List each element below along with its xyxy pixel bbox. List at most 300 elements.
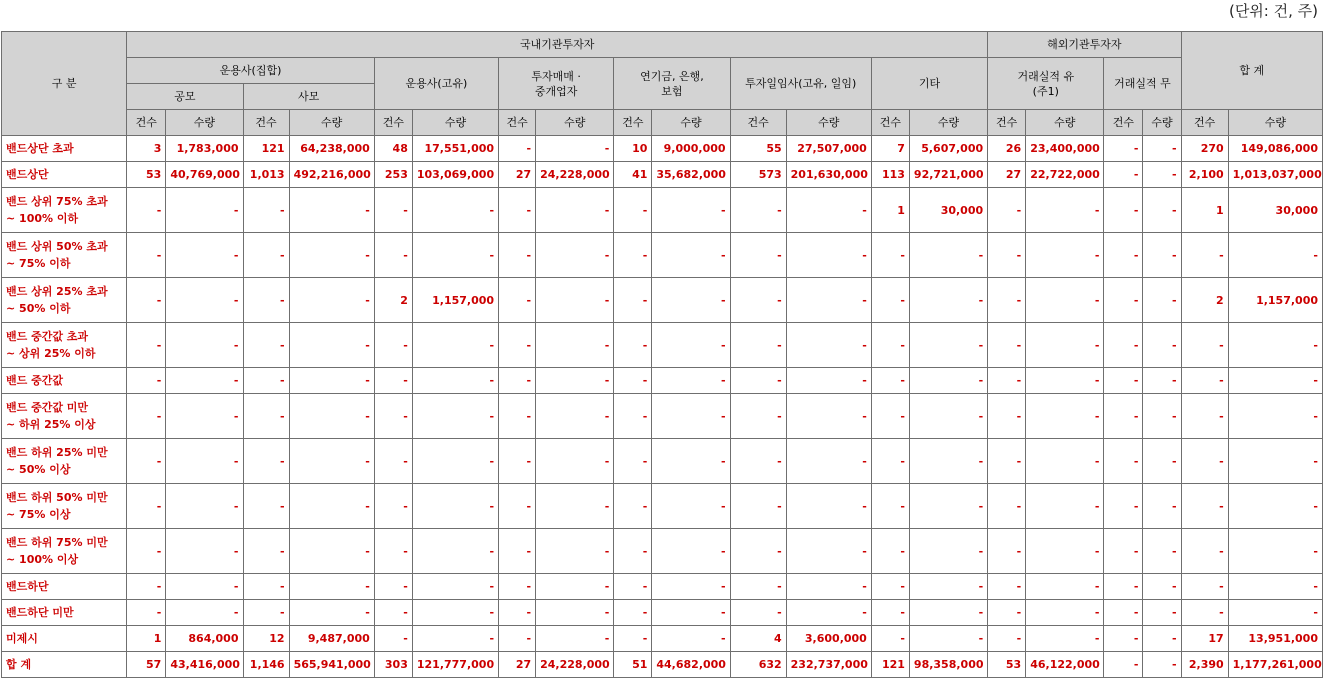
cell-qty: - <box>1026 323 1104 368</box>
cell-count: - <box>614 394 652 439</box>
cell-count: 2,390 <box>1181 652 1228 678</box>
cell-count: - <box>614 529 652 574</box>
cell-count: - <box>243 529 289 574</box>
cell-qty: - <box>536 368 614 394</box>
table-row <box>2 574 1323 600</box>
cell-count: - <box>988 233 1026 278</box>
cell-qty: - <box>909 600 987 626</box>
cell-count: - <box>614 439 652 484</box>
cell-qty: 22,722,000 <box>1026 162 1104 188</box>
cell-count: - <box>614 368 652 394</box>
cell-count: - <box>988 394 1026 439</box>
cell-qty: - <box>909 529 987 574</box>
subheader-qty: 수량 <box>786 110 871 136</box>
cell-count: - <box>871 323 909 368</box>
cell-count: - <box>374 368 412 394</box>
cell-count: - <box>730 394 786 439</box>
cell-count: - <box>243 394 289 439</box>
cell-qty: - <box>536 439 614 484</box>
cell-qty: - <box>1143 394 1181 439</box>
row-label: 밴드 상위 75% 초과 ~ 100% 이하 <box>2 188 127 233</box>
cell-count: 27 <box>499 652 536 678</box>
cell-qty: - <box>166 484 243 529</box>
subheader-count: 건수 <box>499 110 536 136</box>
cell-qty: - <box>652 188 730 233</box>
cell-count: - <box>1104 574 1143 600</box>
table-row <box>2 136 1323 162</box>
cell-count: - <box>1181 484 1228 529</box>
cell-qty: - <box>289 233 374 278</box>
cell-qty: - <box>412 529 498 574</box>
cell-count: - <box>1104 484 1143 529</box>
header-other: 기타 <box>871 58 987 110</box>
cell-count: - <box>614 188 652 233</box>
cell-count: - <box>871 574 909 600</box>
subheader-qty: 수량 <box>166 110 243 136</box>
cell-qty: - <box>1026 368 1104 394</box>
cell-count: - <box>374 323 412 368</box>
cell-qty: 17,551,000 <box>412 136 498 162</box>
header-broker: 투자매매 · 중개업자 <box>499 58 614 110</box>
cell-count: 1 <box>1181 188 1228 233</box>
cell-qty: - <box>166 394 243 439</box>
cell-count: - <box>499 394 536 439</box>
cell-count: - <box>730 323 786 368</box>
cell-count: - <box>374 574 412 600</box>
cell-count: 113 <box>871 162 909 188</box>
cell-qty: - <box>1228 574 1322 600</box>
cell-qty: - <box>1026 233 1104 278</box>
subheader-count: 건수 <box>243 110 289 136</box>
subheader-count: 건수 <box>988 110 1026 136</box>
cell-qty: - <box>1026 574 1104 600</box>
cell-qty: - <box>652 233 730 278</box>
cell-qty: - <box>652 368 730 394</box>
cell-qty: - <box>1143 233 1181 278</box>
header-fx-norecord: 거래실적 무 <box>1104 58 1181 110</box>
cell-count: - <box>374 626 412 652</box>
cell-qty: - <box>166 278 243 323</box>
cell-count: - <box>499 368 536 394</box>
cell-qty: - <box>166 439 243 484</box>
cell-qty: - <box>412 600 498 626</box>
cell-qty: 565,941,000 <box>289 652 374 678</box>
cell-count: 53 <box>988 652 1026 678</box>
cell-qty: - <box>652 278 730 323</box>
cell-qty: - <box>412 626 498 652</box>
cell-qty: - <box>1143 136 1181 162</box>
cell-qty: - <box>536 278 614 323</box>
cell-count: 1 <box>871 188 909 233</box>
subheader-qty: 수량 <box>1026 110 1104 136</box>
cell-count: - <box>730 574 786 600</box>
header-am-private: 사모 <box>243 84 374 110</box>
cell-count: 573 <box>730 162 786 188</box>
cell-qty: - <box>289 484 374 529</box>
header-am-proprietary: 운용사(고유) <box>374 58 498 110</box>
cell-count: - <box>614 278 652 323</box>
cell-count: 4 <box>730 626 786 652</box>
cell-count: - <box>988 574 1026 600</box>
cell-count: - <box>499 484 536 529</box>
cell-qty: - <box>786 278 871 323</box>
cell-qty: - <box>909 439 987 484</box>
cell-count: - <box>988 529 1026 574</box>
row-label: 밴드 중간값 미만 ~ 하위 25% 이상 <box>2 394 127 439</box>
subheader-count: 건수 <box>1181 110 1228 136</box>
cell-count: - <box>1104 368 1143 394</box>
header-domestic: 국내기관투자자 <box>127 32 988 58</box>
cell-count: - <box>1181 439 1228 484</box>
cell-count: 57 <box>127 652 166 678</box>
cell-count: - <box>1181 394 1228 439</box>
cell-qty: - <box>652 394 730 439</box>
cell-qty: - <box>1143 484 1181 529</box>
row-label: 밴드상단 초과 <box>2 136 127 162</box>
cell-count: - <box>374 233 412 278</box>
cell-qty: - <box>166 574 243 600</box>
cell-qty: - <box>786 574 871 600</box>
row-label: 밴드상단 <box>2 162 127 188</box>
table-row <box>2 233 1323 278</box>
cell-qty: - <box>786 439 871 484</box>
header-pension: 연기금, 은행, 보험 <box>614 58 730 110</box>
cell-qty: - <box>1026 394 1104 439</box>
cell-qty: - <box>289 574 374 600</box>
cell-count: - <box>1104 439 1143 484</box>
cell-count: - <box>499 529 536 574</box>
cell-qty: - <box>412 323 498 368</box>
cell-count: - <box>1181 323 1228 368</box>
subheader-qty: 수량 <box>1143 110 1181 136</box>
table-row <box>2 323 1323 368</box>
subheader-qty: 수량 <box>412 110 498 136</box>
cell-count: - <box>374 529 412 574</box>
cell-qty: - <box>786 394 871 439</box>
cell-qty: 1,177,261,000 <box>1228 652 1322 678</box>
cell-qty: 92,721,000 <box>909 162 987 188</box>
table-row <box>2 439 1323 484</box>
cell-count: - <box>871 439 909 484</box>
table-body <box>2 136 1323 678</box>
row-label: 밴드하단 미만 <box>2 600 127 626</box>
cell-qty: - <box>909 394 987 439</box>
cell-qty: - <box>1143 652 1181 678</box>
cell-qty: 201,630,000 <box>786 162 871 188</box>
cell-count: - <box>499 278 536 323</box>
cell-qty: 24,228,000 <box>536 162 614 188</box>
cell-count: - <box>499 626 536 652</box>
cell-qty: - <box>536 600 614 626</box>
cell-count: - <box>988 626 1026 652</box>
cell-count: - <box>1104 278 1143 323</box>
cell-count: - <box>127 394 166 439</box>
cell-qty: 43,416,000 <box>166 652 243 678</box>
cell-count: - <box>499 136 536 162</box>
cell-count: - <box>1104 233 1143 278</box>
cell-count: - <box>1181 574 1228 600</box>
cell-count: - <box>499 323 536 368</box>
cell-qty: 13,951,000 <box>1228 626 1322 652</box>
cell-qty: - <box>1026 626 1104 652</box>
cell-count: - <box>127 484 166 529</box>
cell-count: 1,146 <box>243 652 289 678</box>
cell-count: - <box>374 600 412 626</box>
cell-count: - <box>1104 529 1143 574</box>
cell-count: - <box>374 188 412 233</box>
cell-qty: 64,238,000 <box>289 136 374 162</box>
cell-count: - <box>499 188 536 233</box>
cell-qty: 1,013,037,000 <box>1228 162 1322 188</box>
cell-qty: - <box>289 394 374 439</box>
header-fx-record: 거래실적 유 (주1) <box>988 58 1104 110</box>
row-label: 밴드 하위 50% 미만 ~ 75% 이상 <box>2 484 127 529</box>
cell-count: 27 <box>988 162 1026 188</box>
cell-count: - <box>730 278 786 323</box>
cell-qty: - <box>412 439 498 484</box>
cell-count: - <box>730 600 786 626</box>
cell-qty: 1,783,000 <box>166 136 243 162</box>
table-row <box>2 188 1323 233</box>
cell-count: - <box>1104 136 1143 162</box>
cell-count: - <box>499 600 536 626</box>
header-total: 합 계 <box>1181 32 1322 110</box>
table-row <box>2 626 1323 652</box>
cell-qty: - <box>536 394 614 439</box>
cell-qty: - <box>1228 439 1322 484</box>
cell-qty: - <box>652 600 730 626</box>
cell-count: - <box>243 188 289 233</box>
cell-count: - <box>871 394 909 439</box>
cell-qty: - <box>1143 574 1181 600</box>
cell-qty: 44,682,000 <box>652 652 730 678</box>
cell-qty: 30,000 <box>909 188 987 233</box>
cell-qty: 30,000 <box>1228 188 1322 233</box>
cell-count: - <box>374 484 412 529</box>
cell-qty: - <box>1143 323 1181 368</box>
cell-qty: - <box>536 626 614 652</box>
cell-qty: 46,122,000 <box>1026 652 1104 678</box>
cell-qty: 24,228,000 <box>536 652 614 678</box>
cell-count: - <box>243 233 289 278</box>
cell-count: - <box>243 574 289 600</box>
cell-count: - <box>988 439 1026 484</box>
cell-qty: - <box>289 188 374 233</box>
cell-count: - <box>988 484 1026 529</box>
cell-qty: - <box>1228 529 1322 574</box>
cell-count: 121 <box>243 136 289 162</box>
cell-count: - <box>614 600 652 626</box>
cell-count: 2 <box>374 278 412 323</box>
cell-count: - <box>871 233 909 278</box>
cell-count: - <box>1104 626 1143 652</box>
subheader-count: 건수 <box>1104 110 1143 136</box>
unit-note: (단위: 건, 주) <box>1228 2 1318 20</box>
header-category: 구 분 <box>2 32 127 136</box>
cell-qty: - <box>166 600 243 626</box>
subheader-count: 건수 <box>127 110 166 136</box>
cell-count: 2 <box>1181 278 1228 323</box>
header-am-public: 공모 <box>127 84 243 110</box>
subheader-count: 건수 <box>730 110 786 136</box>
cell-count: - <box>243 484 289 529</box>
cell-count: - <box>1104 394 1143 439</box>
cell-count: - <box>243 278 289 323</box>
cell-qty: - <box>1143 600 1181 626</box>
cell-qty: - <box>786 233 871 278</box>
cell-count: 41 <box>614 162 652 188</box>
cell-count: - <box>730 188 786 233</box>
cell-qty: - <box>412 233 498 278</box>
cell-count: - <box>614 484 652 529</box>
cell-count: 10 <box>614 136 652 162</box>
allocation-table <box>1 31 1323 678</box>
cell-qty: 5,607,000 <box>909 136 987 162</box>
cell-count: 2,100 <box>1181 162 1228 188</box>
cell-count: - <box>871 484 909 529</box>
cell-count: 48 <box>374 136 412 162</box>
cell-count: - <box>1104 652 1143 678</box>
cell-count: - <box>127 439 166 484</box>
cell-qty: 103,069,000 <box>412 162 498 188</box>
cell-count: - <box>988 188 1026 233</box>
cell-count: - <box>127 278 166 323</box>
cell-qty: 1,157,000 <box>1228 278 1322 323</box>
cell-count: 27 <box>499 162 536 188</box>
cell-count: - <box>243 439 289 484</box>
cell-qty: - <box>909 233 987 278</box>
cell-count: 632 <box>730 652 786 678</box>
cell-count: - <box>871 600 909 626</box>
cell-count: - <box>730 233 786 278</box>
cell-qty: - <box>652 626 730 652</box>
cell-qty: - <box>1143 188 1181 233</box>
cell-count: - <box>988 368 1026 394</box>
cell-count: 12 <box>243 626 289 652</box>
cell-qty: - <box>786 529 871 574</box>
cell-qty: - <box>536 136 614 162</box>
cell-count: 53 <box>127 162 166 188</box>
cell-qty: - <box>1143 368 1181 394</box>
cell-qty: - <box>166 368 243 394</box>
subheader-qty: 수량 <box>909 110 987 136</box>
cell-qty: - <box>909 626 987 652</box>
cell-count: - <box>243 323 289 368</box>
table-row <box>2 162 1323 188</box>
cell-qty: - <box>1143 626 1181 652</box>
cell-qty: - <box>909 484 987 529</box>
cell-qty: 35,682,000 <box>652 162 730 188</box>
cell-count: - <box>1104 188 1143 233</box>
cell-qty: 232,737,000 <box>786 652 871 678</box>
cell-qty: - <box>652 439 730 484</box>
cell-count: - <box>730 529 786 574</box>
cell-qty: - <box>652 484 730 529</box>
cell-qty: - <box>1228 368 1322 394</box>
cell-qty: - <box>289 368 374 394</box>
cell-qty: - <box>786 188 871 233</box>
cell-count: - <box>730 368 786 394</box>
row-label: 밴드 하위 75% 미만 ~ 100% 이상 <box>2 529 127 574</box>
cell-qty: - <box>166 233 243 278</box>
cell-count: - <box>243 368 289 394</box>
cell-qty: 23,400,000 <box>1026 136 1104 162</box>
cell-count: 26 <box>988 136 1026 162</box>
cell-count: - <box>127 574 166 600</box>
cell-qty: - <box>1026 188 1104 233</box>
header-am-collective: 운용사(집합) <box>127 58 375 84</box>
cell-count: - <box>499 574 536 600</box>
cell-count: - <box>1181 233 1228 278</box>
cell-qty: - <box>786 484 871 529</box>
row-label: 밴드 중간값 초과 ~ 상위 25% 이하 <box>2 323 127 368</box>
cell-qty: - <box>412 368 498 394</box>
subheader-qty: 수량 <box>1228 110 1322 136</box>
cell-qty: - <box>289 529 374 574</box>
cell-qty: - <box>1026 529 1104 574</box>
cell-count: - <box>127 233 166 278</box>
table-row <box>2 600 1323 626</box>
cell-count: - <box>1181 368 1228 394</box>
cell-count: - <box>1104 600 1143 626</box>
cell-count: - <box>871 368 909 394</box>
subheader-qty: 수량 <box>652 110 730 136</box>
cell-qty: 121,777,000 <box>412 652 498 678</box>
cell-qty: - <box>412 574 498 600</box>
cell-count: - <box>127 600 166 626</box>
cell-qty: - <box>1228 600 1322 626</box>
row-label: 밴드 상위 25% 초과 ~ 50% 이하 <box>2 278 127 323</box>
cell-count: - <box>988 323 1026 368</box>
cell-count: - <box>127 368 166 394</box>
cell-count: 253 <box>374 162 412 188</box>
cell-count: - <box>871 278 909 323</box>
cell-count: - <box>614 323 652 368</box>
cell-qty: 98,358,000 <box>909 652 987 678</box>
cell-qty: - <box>536 529 614 574</box>
cell-count: - <box>499 439 536 484</box>
cell-count: - <box>127 529 166 574</box>
cell-count: 1 <box>127 626 166 652</box>
cell-count: - <box>127 323 166 368</box>
cell-qty: - <box>786 600 871 626</box>
row-label: 밴드 하위 25% 미만 ~ 50% 이상 <box>2 439 127 484</box>
cell-qty: 9,000,000 <box>652 136 730 162</box>
cell-qty: - <box>786 368 871 394</box>
cell-count: - <box>988 600 1026 626</box>
table-row <box>2 278 1323 323</box>
cell-count: - <box>871 529 909 574</box>
cell-qty: - <box>289 278 374 323</box>
cell-qty: - <box>1026 600 1104 626</box>
cell-qty: - <box>909 368 987 394</box>
row-label: 밴드 중간값 <box>2 368 127 394</box>
subheader-count: 건수 <box>871 110 909 136</box>
cell-count: - <box>614 233 652 278</box>
cell-count: - <box>374 439 412 484</box>
cell-count: 17 <box>1181 626 1228 652</box>
cell-count: - <box>730 439 786 484</box>
cell-qty: - <box>1026 439 1104 484</box>
subheader-count: 건수 <box>614 110 652 136</box>
cell-qty: - <box>1143 439 1181 484</box>
cell-qty: - <box>1228 323 1322 368</box>
cell-count: 303 <box>374 652 412 678</box>
table-row <box>2 368 1323 394</box>
cell-count: - <box>988 278 1026 323</box>
subheader-qty: 수량 <box>536 110 614 136</box>
cell-count: 7 <box>871 136 909 162</box>
